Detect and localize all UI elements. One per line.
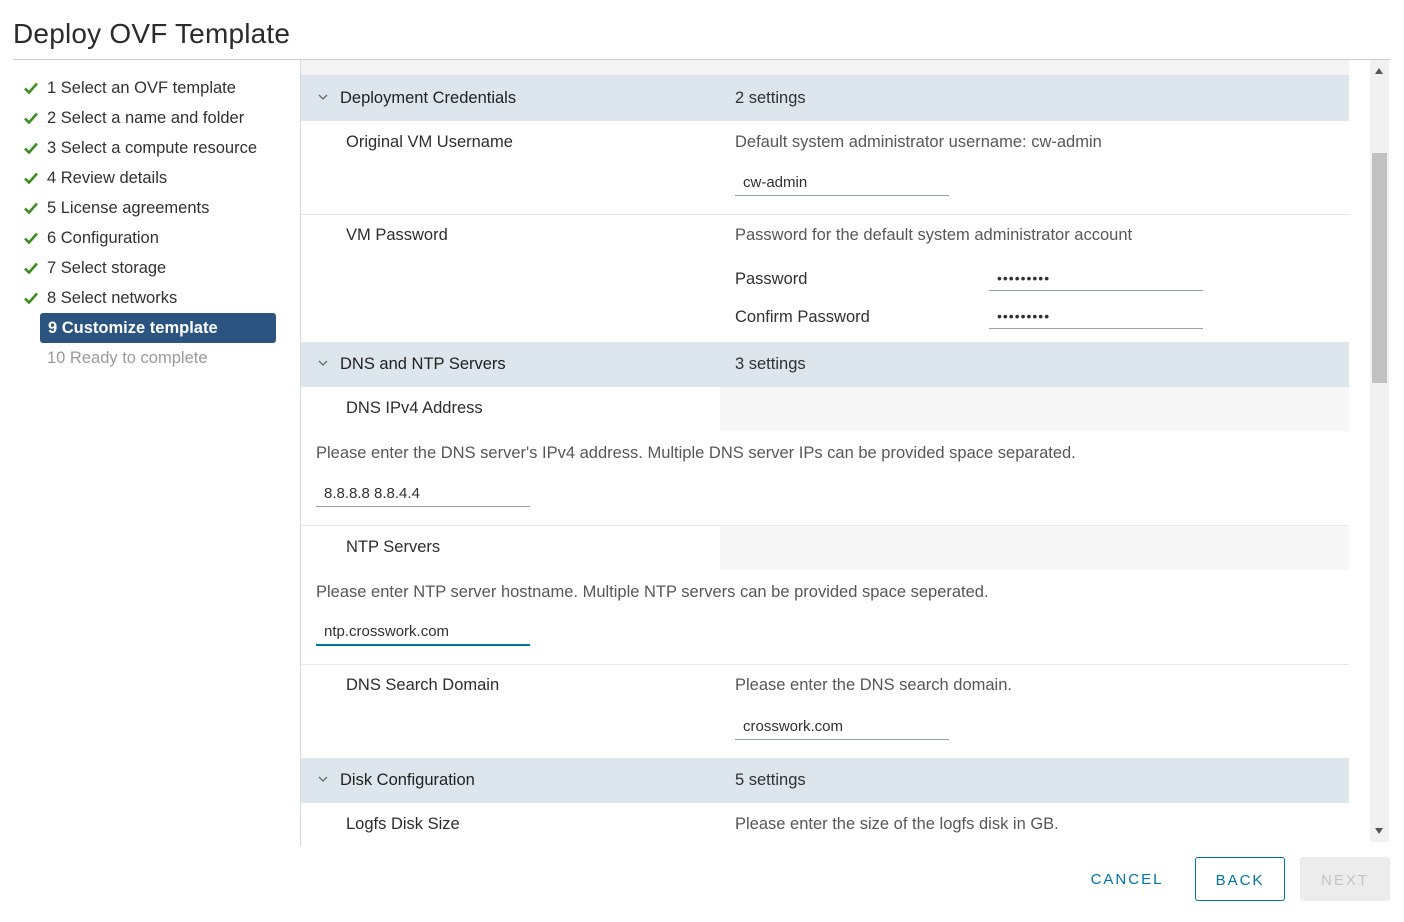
section-title: Deployment Credentials [340, 89, 517, 107]
back-button[interactable]: BACK [1195, 857, 1285, 901]
step-6[interactable] [18, 223, 280, 253]
step-label: 4 Review details [47, 169, 168, 187]
section-title: DNS and NTP Servers [340, 355, 506, 373]
vertical-scrollbar[interactable] [1370, 60, 1389, 842]
step-label: 3 Select a compute resource [47, 139, 258, 157]
scroll-up-arrow-icon[interactable] [1375, 68, 1383, 74]
username-label: Original VM Username [346, 133, 513, 151]
scroll-down-arrow-icon[interactable] [1375, 828, 1383, 834]
step-label: 10 Ready to complete [47, 349, 208, 367]
step-label: 2 Select a name and folder [47, 109, 245, 127]
section-count: 2 settings [735, 89, 806, 107]
step-9-active[interactable] [40, 313, 276, 343]
password-input[interactable] [989, 265, 1203, 291]
dns-ipv4-input[interactable] [316, 481, 530, 507]
step-label: 9 Customize template [48, 319, 218, 337]
row-divider [301, 214, 1349, 215]
vm-password-desc: Password for the default system administrator account [735, 226, 1133, 244]
label-band [720, 387, 1349, 431]
check-icon [23, 170, 39, 186]
logfs-label: Logfs Disk Size [346, 815, 460, 833]
confirm-password-label: Confirm Password [735, 308, 870, 326]
step-7[interactable] [18, 253, 280, 283]
dns-ipv4-desc: Please enter the DNS server's IPv4 address. Multiple DNS server IPs can be provided space separated. [316, 444, 1076, 462]
cancel-button[interactable]: CANCEL [1078, 857, 1176, 901]
step-8[interactable] [18, 283, 280, 313]
ntp-label: NTP Servers [346, 538, 441, 556]
step-3[interactable] [18, 133, 280, 163]
step-1[interactable] [18, 73, 280, 103]
vm-password-label: VM Password [346, 226, 448, 244]
check-icon [23, 80, 39, 96]
chevron-down-icon [317, 773, 329, 785]
section-count: 3 settings [735, 355, 806, 373]
dialog-title: Deploy OVF Template [13, 18, 291, 49]
content-top-strip [301, 60, 1349, 76]
dns-search-input[interactable] [735, 714, 949, 740]
customize-template-panel[interactable] [301, 60, 1349, 842]
username-desc: Default system administrator username: cw-admin [735, 133, 1102, 151]
check-icon [23, 230, 39, 246]
chevron-down-icon [317, 91, 329, 103]
next-button[interactable]: NEXT [1300, 857, 1390, 901]
scroll-thumb[interactable] [1372, 153, 1387, 383]
section-count: 5 settings [735, 771, 806, 789]
section-dns-ntp[interactable] [301, 342, 1349, 387]
step-4[interactable] [18, 163, 280, 193]
check-icon [23, 110, 39, 126]
password-label: Password [735, 270, 808, 288]
username-input[interactable] [735, 170, 949, 196]
confirm-password-input[interactable] [989, 303, 1203, 329]
ntp-desc: Please enter NTP server hostname. Multiple NTP servers can be provided space seperated. [316, 583, 989, 601]
step-label: 5 License agreements [47, 199, 210, 217]
check-icon [23, 260, 39, 276]
section-disk-configuration[interactable] [301, 758, 1349, 803]
dns-search-label: DNS Search Domain [346, 676, 500, 694]
ntp-input[interactable] [316, 620, 530, 646]
check-icon [23, 290, 39, 306]
section-deployment-credentials[interactable] [301, 76, 1349, 121]
step-label: 1 Select an OVF template [47, 79, 236, 97]
step-5[interactable] [18, 193, 280, 223]
step-label: 8 Select networks [47, 289, 178, 307]
check-icon [23, 200, 39, 216]
step-label: 7 Select storage [47, 259, 167, 277]
row-divider [301, 664, 1349, 665]
dns-search-desc: Please enter the DNS search domain. [735, 676, 1012, 694]
chevron-down-icon [317, 357, 329, 369]
dns-ipv4-label: DNS IPv4 Address [346, 399, 483, 417]
step-10 [18, 343, 280, 373]
step-2[interactable] [18, 103, 280, 133]
logfs-desc: Please enter the size of the logfs disk in GB. [735, 815, 1059, 833]
check-icon [23, 140, 39, 156]
section-title: Disk Configuration [340, 771, 475, 789]
label-band [720, 526, 1349, 570]
step-label: 6 Configuration [47, 229, 159, 247]
